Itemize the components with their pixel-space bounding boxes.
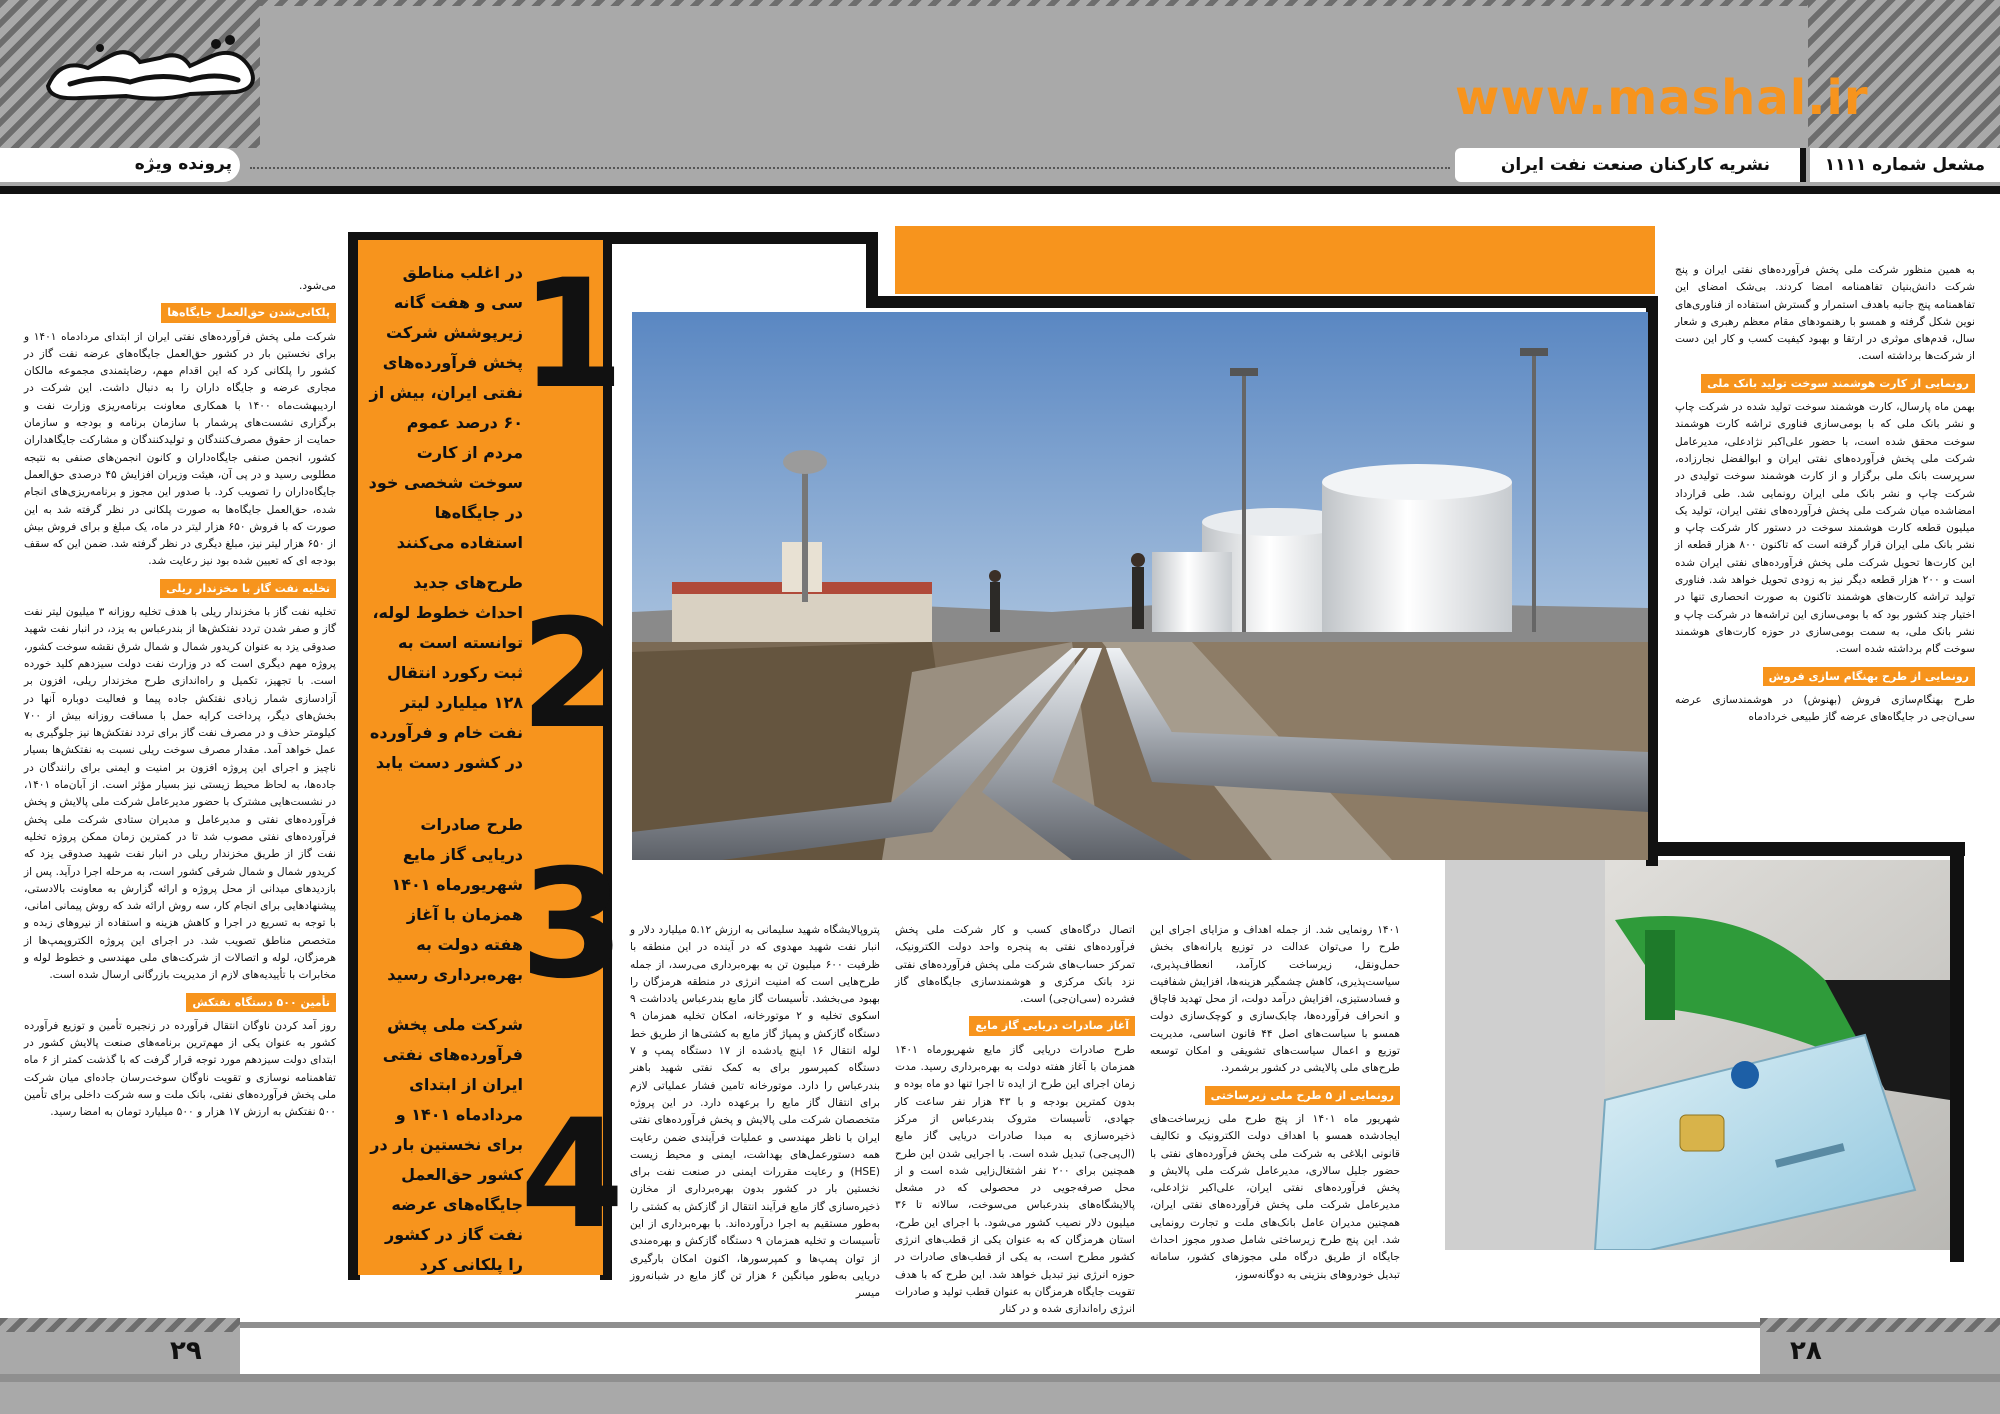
highlight-text-3: طرح صادرات دریایی گاز مایع شهریورماه ۱۴۰۱ همزمان با آغاز هفته دولت به بهره‌برداری رسید: [387, 815, 523, 984]
left-lead: می‌شود.: [299, 280, 336, 292]
header-dotted-line: [250, 166, 1450, 169]
pipeline-photo: [632, 312, 1648, 860]
footer-rule: [0, 1374, 2000, 1382]
subheading-sales-sync: رونمایی از طرح بهنگام سازی فروش: [1763, 667, 1975, 686]
left-column: [24, 278, 336, 1288]
mid-right-column: [1150, 922, 1400, 1292]
mashal-logo: [40, 28, 265, 110]
mid-left-para1: پتروپالایشگاه شهید سلیمانی به ارزش ۵.۱۲ میلیارد دلار و انبار نفت شهید مهدوی که در آینده در این منطقه با ظرفیت ۶۰۰ میلیون تن به بهره‌برداری می‌رسد، از جمله طرح‌هایی است که امنیت انرژی در منطقه هرمزگان را بهبود می‌بخشد. تأسیسات گاز مایع بندرعباس یادداشت ۹ اسکوی تخلیه و ۲ موتورخانه، امکان تخلیه همزمان ۹ دستگاه گازکش و پمپاژ گاز مایع به کشتی‌ها از طریق خط لوله انتقال ۱۶ اینچ یادشده از ۱۷ دستگاه پمپ و ۷ دستگاه کمپرسور برای به کمک نفتی شهید باهنر بندرعباس را دارد. موتورخانه تامین فشار عملیاتی لازم برای انتقال گاز مایع را برعهده دارد. در این پروژه متخصصان شرکت ملی پالایش و پخش فرآورده‌های نفتی ایران با ناظر مهندسی و عملیات فرآیندی ضمن رعایت همه دستورعمل‌های بهداشت، ایمنی و محیط زیست (HSE) و رعایت مقررات ایمنی در صنعت نفت برای نخستین بار در کشور بدون بهره‌برداری از مخازن ذخیره‌سازی گاز مایع فرآیند انتقال از گازکش به کشتی را به‌طور مستقیم به اجرا درآورده‌اند. با بهره‌برداری از این تأسیسات و تخلیه همزمان ۹ دستگاه گازکش و بهره‌مندی از توان پمپ‌ها و کمپرسورها، اکنون امکان بارگیری دریایی به‌طور میانگین ۶ هزار تن گاز مایع در شبانه‌روز میسر: [630, 924, 881, 1300]
highlight-text-4: شرکت ملی پخش فرآورده‌های نفتی ایران از ابتدای مردادماه ۱۴۰۱ و برای نخستین بار در کشور حق‌العمل جایگاه‌های عرضه نفت گاز در کشور را پلکانی کرد: [370, 1015, 523, 1274]
left-para3: روز آمد کردن ناوگان انتقال فرآورده در زنجیره تأمین و توزیع فرآورده کشور به عنوان یکی از مهم‌ترین برنامه‌های صنعت پالایش کشور در ابتدای دولت سیزدهم مورد توجه قرار گرفت که با گذشت کمتر از ۶ ماه تفاهمنامه نوسازی و تقویت ناوگان سوخت‌رسان جاده‌ای میان شرکت ملی پخش فرآورده‌های نفتی، بانک ملت و سه شرکت داخلی برای تأمین ۵۰۰ نفتکش به ارزش ۱۷ هزار و ۵۰۰ میلیارد تومان به امضا رسید.: [24, 1019, 336, 1119]
highlight-number-2: 2: [520, 588, 625, 762]
photo-frame-top: [1645, 842, 1965, 856]
highlight-number-4: 4: [520, 1088, 625, 1262]
left-para2: تخلیه نفت گاز با مخزندار ریلی با هدف تخلیه روزانه ۳ میلیون لیتر نفت گاز و صفر شدن تردد نفتکش‌ها از بندرعباس به یزد، در انبار نفت شهید صدوقی یزد به عنوان کریدور شمال و شمال شرق نقشه سوخت کشور، پروژه مهم دیگری است که در وزارت نفت دولت سیزدهم کلید خورده است. با تجهیز، تکمیل و راه‌اندازی طرح مخزندار ریلی، افزون بر آزادسازی شمار زیادی نفتکش جاده پیما و فعالیت دوباره آنها در بخش‌های دیگر، پرداخت کرایه حمل با مسافت روزانه بیش از ۷۰۰ کیلومتر حذف و در مصرف نفت گاز برای تردد نفتکش‌ها نیز جلوگیری به عمل خواهد آمد. مقدار مصرف سوخت ریلی نسبت به نفتکش‌ها بسیار ناچیز و اجرای این پروژه افزون بر امنیت و ایمنی برای رانندگان در جاده‌ها، به لحاظ محیط زیستی نیز بسیار مؤثر است. از آبان‌ماه ۱۴۰۱، در نشست‌هایی مشترک با حضور مدیرعامل شرکت ملی پالایش و پخش فرآورده‌های نفتی و مدیرعامل و مدیران ستادی شرکت ملی پخش فرآورده‌های نفتی مصوب شد تا در کمترین زمان ممکن پروژه تخلیه نفت گاز از طریق مخزندار ریلی در انبار نفت شهید صدوقی یزد که کریدور شمال و شمال شرقی کشور است، به مرحله اجرا درآید. پس از بازدیدهای میدانی از محل پروژه و ارائه گزارش به معاونت بالادستی، پیشنهادهایی برای انجام کار، سه روش ارائه شد که روش پیمانی امانی، با توجه به تسریع در اجرا و کاهش هزینه و استفاده از نیروهای زبده و متخصص مناطق تصویب شد. در اجرای این پروژه الکتروپمپ‌ها از هرمزگان، لوله و اتصالات از شرکت‌های ملی مهندسی و خطوط لوله و مخابرات با تأییدیه‌های لازم از مدیریت بازرگانی ارسال شده است.: [24, 606, 337, 982]
mid-right-para2: شهریور ماه ۱۴۰۱ از پنج طرح ملی زیرساخت‌های ایجادشده همسو با اهداف دولت الکترونیک و تکالیف قانونی ابلاغی به شرکت ملی پخش فرآورده‌های نفتی با حضور جلیل سالاری، مدیرعامل شرکت ملی پالایش و پخش فرآورده‌های نفتی ایران، علی‌اکبر نژادعلی، مدیرعامل شرکت ملی پخش فرآورده‌های نفتی ایران، همچنین مدیران عامل بانک‌های ملت و تجارت رونمایی شد. این پنج طرح زیرساختی شامل صدور مجوز احداث جایگاه از طریق درگاه ملی مجوزهای کشور، سامانه تبدیل خودروهای بنزینی به دوگانه‌سوز،: [1150, 1112, 1400, 1281]
right-para1: بهمن ماه پارسال، کارت هوشمند سوخت تولید شده در شرکت چاپ و نشر بانک ملی که با بومی‌سازی فناوری تراشه کارت هوشمند سوخت محقق شده است، با حضور علی‌اکبر نژادعلی، مدیرعامل شرکت ملی پخش فرآورده‌های نفتی ایران و ابوالفضل نجارزاده، سرپرست بانک ملی برگزار و از کارت هوشمند سوخت تولیدی در شرکت چاپ و نشر بانک ملی ایران رونمایی شد. طی قرارداد امضاشده میان شرکت ملی پخش فرآورده‌های نفتی ایران، تولید یک میلیون قطعه کارت هوشمند سوخت در دستور کار شرکت چاپ و نشر بانک ملی ایران قرار گرفته است که تاکنون ۸۰۰ هزار قطعه از این کارت‌ها تحویل شرکت ملی پخش فرآورده‌های نفتی ایران شده است و ۲۰۰ هزار قطعه دیگر نیز به زودی تحویل خواهد شد. فناوری تولید تراشه کارت‌های هوشمند تاکنون به صورت انحصاری تنها در اختیار چند کشور بود که با بومی‌سازی این تراشه‌ها در شرکت چاپ و نشر بانک ملی، به سمت بومی‌سازی در حوزه کارت‌های هوشمند سوخت گام برداشته شده است.: [1675, 401, 1976, 656]
subheading-fuel-card: رونمایی از کارت هوشمند سوخت تولید بانک ملی: [1701, 374, 1975, 393]
header-divider: [1800, 148, 1806, 182]
right-para2: طرح بهنگام‌سازی فروش (بهنوش) در هوشمندسازی عرضه سی‌ان‌جی در جایگاه‌های عرضه گاز طبیعی خردادماه: [1675, 693, 1975, 724]
site-url[interactable]: www.mashal.ir: [1455, 70, 1869, 126]
header-stripes-top: [260, 0, 1808, 6]
left-para1: شرکت ملی پخش فرآورده‌های نفتی ایران از ابتدای مردادماه ۱۴۰۱ و برای نخستین بار در کشور حق‌العمل جایگاه‌های عرضه نفت گاز در کشور را پلکانی کرد که این اقدام مهم، رضایتمندی مجموعه مالکان مجاری عرضه و جایگاه داران را به دنبال داشت. این شرکت در اردیبهشت‌ماه ۱۴۰۰ با همکاری معاونت برنامه‌ریزی وزارت نفت و برگزاری نشست‌های پرشمار با سازمان برنامه و بودجه و سازمان حمایت از حقوق مصرف‌کنندگان و تولیدکنندگان و مشارکت جایگاهداران کشور، انجمن صنفی جایگاه‌داران و کانون انجمن‌های صنفی به نتیجه مطلوبی رسید و در پی آن، هیئت وزیران افزایش ۴۵ درصدی حق‌العمل جایگاه‌داران را تصویب کرد. با صدور این مجوز و برنامه‌ریزی‌های انجام شده، حق‌العمل جایگاه‌ها به صورت پلکانی در نظر گرفته شد به این صورت که با فروش ۶۵۰ هزار لیتر در ماه، یک مبلغ و برای فروش بیش از ۶۵۰ هزار لیتر نیز، مبلغ دیگری در نظر گرفته شد. ضمن این که سقف بودجه ای که تعیین شده بود نیز رعایت شد.: [24, 330, 337, 568]
right-intro: به همین منظور شرکت ملی پخش فرآورده‌های نفتی ایران و پنج شرکت دانش‌بنیان تفاهمنامه امضا کردند. بی‌شک امضای این تفاهمنامه پنج جانبه باهدف استمرار و گسترش استفاده از فناوری‌های نوین شکل گرفته و همسو با رهنمودهای مقام معظم رهبری و شعار سال، قدم‌های موثری در ارتقا و بهبود کیفیت کسب و کار این دست از شرکت‌ها برداشته است.: [1675, 264, 1975, 363]
mid-left-column: [630, 922, 881, 1300]
mid-para1: اتصال درگاه‌های کسب و کار شرکت ملی پخش فرآورده‌های نفتی به پنجره واحد دولت الکترونیک، تمرکز حساب‌های شرکت ملی پخش فرآورده‌های نفتی نزد بانک مرکزی و هوشمندسازی جایگاه‌های گاز فشرده (سی‌ان‌جی) است.: [895, 924, 1135, 1006]
mid-para2: طرح صادرات دریایی گاز مایع شهریورماه ۱۴۰۱ همزمان با آغاز هفته دولت به بهره‌برداری رسید. مدت زمان اجرای این طرح از ایده تا اجرا تنها دو ماه بوده و بدون کمترین بودجه و با ۴۳ هزار نفر ساعت کار جهادی، تأسیسات متروک بندرعباس از مرکز ذخیره‌سازی به مبدا صادرات دریایی گاز مایع (ال‌پی‌جی) تبدیل شده است. با اجرایی شدن این طرح همچنین برای ۲۰۰ نفر اشتغال‌زایی شده است و از محل صرفه‌جویی در محصولی که در مشعل پالایشگاه‌های بندرعباس می‌سوخت، سالانه تا ۳۶ میلیون دلار نصیب کشور می‌شود. با اجرای این طرح، استان هرمزگان که به عنوان یکی از قطب‌های انرژی کشور مطرح است، به یکی از قطب‌های صادرات در حوزه انرژی نیز تبدیل خواهد شد. این طرح که با هدف تقویت جایگاه هرمزگان به عنوان قطب تولید و صادرات انرژی راه‌اندازی شده و در کنار: [895, 1043, 1136, 1316]
title-orange-banner: [895, 226, 1655, 294]
page-number-right: ۲۸: [1790, 1336, 1822, 1366]
highlight-text-1: در اغلب مناطق سی و هفت گانه زیرپوشش شرکت پخش فرآورده‌های نفتی ایران، بیش از ۶۰ درصد عموم مردم از کارت سوخت شخصی خود در جایگاه‌ها استفاده می‌کنند: [368, 263, 523, 552]
issue-number: مشعل شماره ۱۱۱۱: [1824, 155, 1985, 175]
highlight-number-3: 3: [520, 838, 625, 1012]
subheading-infrastructure: رونمایی از ۵ طرح ملی زیرساختی: [1205, 1086, 1400, 1105]
subheading-tankers: تأمین ۵۰۰ دستگاه نفتکش: [186, 993, 336, 1012]
subheading-lpg-export: آغاز صادرات دریایی گاز مایع: [969, 1016, 1135, 1035]
footer-top-band: [0, 1318, 2000, 1332]
mid-column: [895, 922, 1136, 1316]
highlight-number-1: 1: [520, 248, 625, 422]
footer-base: [0, 1382, 2000, 1414]
subheading-rail-tanker: تخلیه نفت گاز با مخزندار ریلی: [160, 579, 336, 598]
header-rule: [0, 186, 2000, 194]
mid-right-para1: ۱۴۰۱ رونمایی شد. از جمله اهداف و مزایای اجرای این طرح را می‌توان عدالت در توزیع یارانه‌های بخش حمل‌ونقل، زیرساخت کارآمد، انعطاف‌پذیری، سیاست‌پذیری، کاهش چشمگیر هزینه‌ها، افزایش شفافیت و فسادستیزی، افزایش درآمد دولت، از محل تهدید قاچاق و انحراف فرآورده‌ها، چابک‌سازی و کوچک‌سازی دولت همسو با سیاست‌های اصل ۴۴ قانون اساسی، مدیریت توزیع و اعمال سیاست‌های تشویقی و امکان توسعه طرح‌های ملی پالایشی در کشور برشمرد.: [1150, 924, 1400, 1075]
page-number-left: ۲۹: [170, 1336, 202, 1366]
right-column: [1675, 262, 1975, 822]
photo-frame-side: [1950, 842, 1964, 1262]
highlight-text-2: طرح‌های جدید احداث خطوط لوله، توانسته است به ثبت رکورد انتقال ۱۲۸ میلیارد لیتر نفت خام و فرآورده در کشور دست یابد: [369, 573, 523, 772]
fuel-card-photo: [1445, 860, 1950, 1250]
frame-top-right: [866, 296, 1658, 308]
publication-name: نشریه کارکنان صنعت نفت ایران: [1500, 155, 1770, 175]
subheading-tiered-commission: پلکانی‌شدن حق‌العمل جایگاه‌ها: [161, 303, 336, 322]
footer-left-tab: [0, 1332, 240, 1374]
section-label: پرونده ویژه: [134, 154, 232, 174]
